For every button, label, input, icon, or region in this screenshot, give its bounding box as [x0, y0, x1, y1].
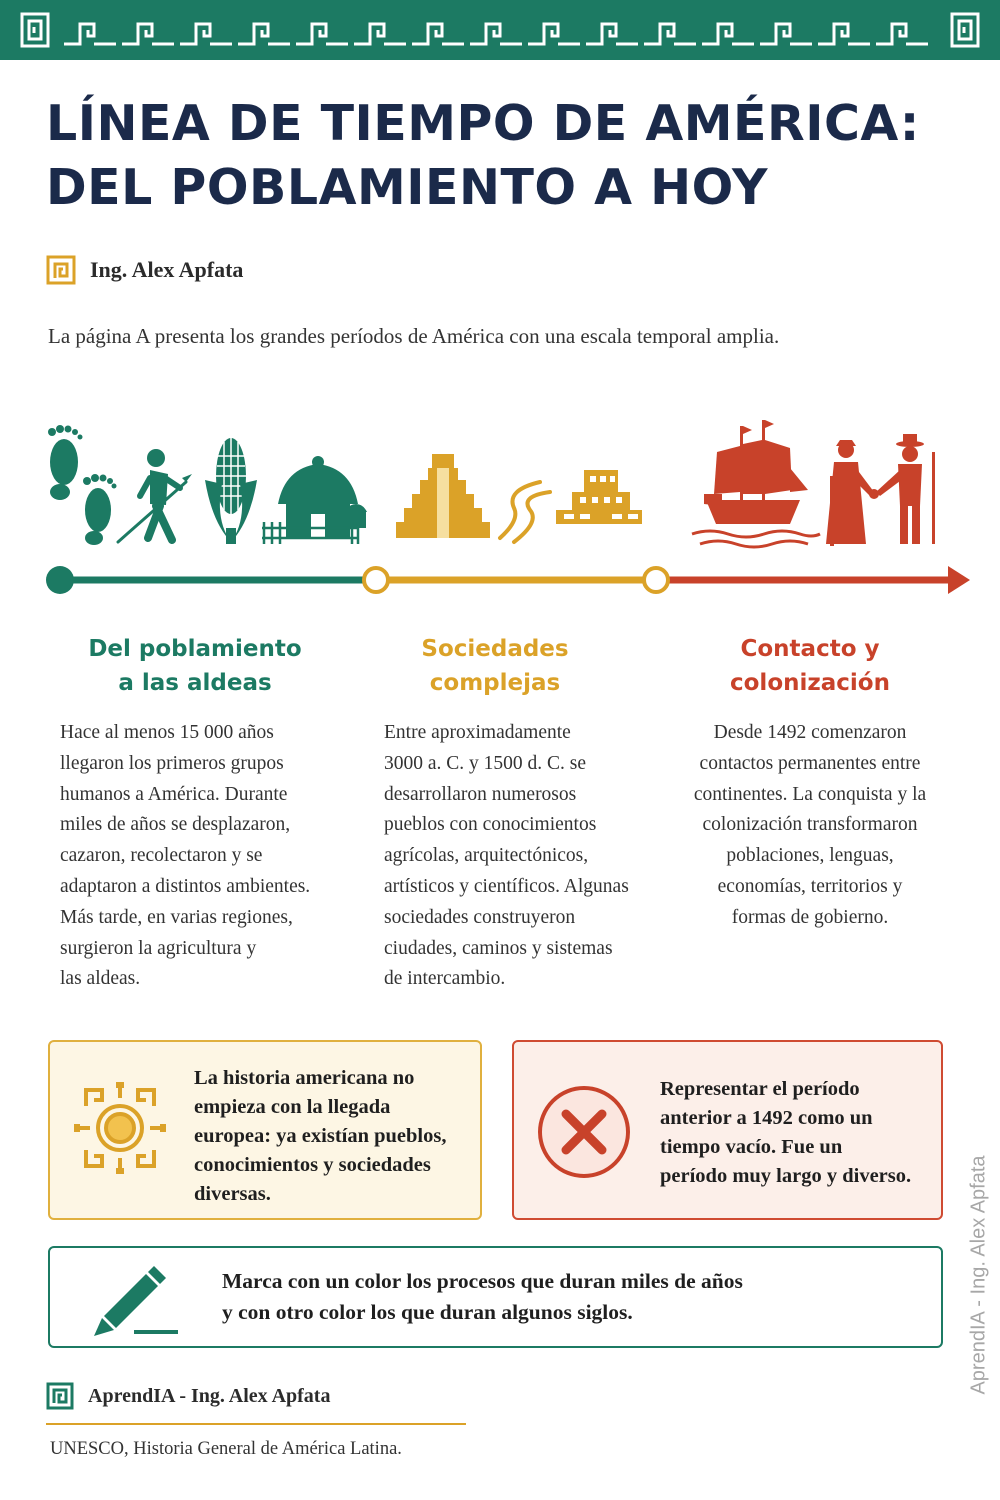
pencil-icon [90, 1264, 180, 1336]
greek-key-motif [586, 24, 616, 44]
page-title [46, 92, 976, 220]
callout-line: diversas. [194, 1183, 271, 1205]
period-title-line-2: a las aldeas [118, 670, 272, 696]
greek-key-motif [760, 24, 790, 44]
author-name: Ing. Alex Apfata [90, 257, 244, 282]
intro-text: La página A presenta los grandes períodos de América con una escala temporal amplia. [48, 324, 780, 348]
footer-brand: AprendIA - Ing. Alex Apfata [88, 1384, 331, 1407]
description-line: continentes. La conquista y la [693, 783, 927, 805]
callout-line: y con otro color los que duran algunos siglos. [222, 1300, 633, 1324]
description-line: Desde 1492 comenzaron [713, 722, 907, 743]
hut-icon [262, 456, 367, 544]
greek-key-motif [64, 24, 94, 44]
description-line: 3000 a. C. y 1500 d. C. se [384, 752, 587, 774]
callout-line: conocimientos y sociedades [194, 1154, 431, 1176]
period-title-line-1: Contacto y [740, 636, 880, 662]
description-line: agrícolas, arquitectónicos, [384, 845, 589, 867]
callout-line: tiempo vacío. Fue un [660, 1136, 843, 1158]
greek-key-border [0, 0, 1000, 60]
greek-key-motif [818, 24, 848, 44]
author-row [46, 254, 243, 286]
top-decorative-band [0, 0, 1000, 60]
period-title [345, 632, 645, 700]
key-idea-text [194, 1064, 479, 1209]
vertical-watermark: AprendIA - Ing. Alex Apfata [967, 1155, 990, 1395]
callout-line: período muy largo y diverso. [660, 1165, 912, 1187]
source-citation: UNESCO, Historia General de América Latina. [50, 1439, 402, 1459]
period-title [660, 632, 960, 700]
description-line: sociedades construyeron [384, 906, 576, 928]
period-column-contacto [660, 632, 960, 934]
greek-key-motif [528, 24, 558, 44]
road-icon [500, 482, 550, 542]
period-title-line-2: complejas [429, 670, 561, 696]
description-line: poblaciones, lenguas, [726, 845, 894, 867]
description-line: humanos a América. Durante [60, 783, 288, 805]
callout-line: europea: ya existían pueblos, [194, 1125, 447, 1147]
activity-callout [48, 1246, 943, 1348]
mistake-text [660, 1075, 935, 1191]
description-line: contactos permanentes entre [699, 752, 921, 774]
description-line: miles de años se desplazaron, [60, 814, 291, 836]
description-line: economías, territorios y [717, 875, 903, 897]
period-icons-row [0, 410, 1000, 560]
sun-glyph-icon [72, 1080, 168, 1176]
period-title [45, 632, 345, 700]
greek-key-motif [122, 24, 152, 44]
description-line: adaptaron a distintos ambientes. [60, 875, 311, 897]
period-column-poblamiento [45, 632, 345, 995]
x-circle-icon [536, 1084, 632, 1180]
callout-line: anterior a 1492 como un [660, 1107, 873, 1129]
callout-line: Representar el período [660, 1078, 860, 1100]
greek-key-motif [702, 24, 732, 44]
callout-line: empieza con la llegada [194, 1096, 391, 1118]
description-line: llegaron los primeros grupos [60, 752, 284, 774]
greek-key-motif [412, 24, 442, 44]
greek-key-motif [238, 24, 268, 44]
spiral-square-icon [46, 255, 76, 285]
description-line: Hace al menos 15 000 años [60, 722, 274, 743]
timeline-marker-2 [364, 568, 388, 592]
greek-key-motif [180, 24, 210, 44]
handshake-figures-icon [826, 434, 935, 546]
stepped-building-icon [556, 470, 642, 524]
description-line: surgieron la agricultura y [60, 937, 257, 959]
period-title-line-1: Sociedades [421, 636, 569, 662]
description-line: de intercambio. [384, 968, 506, 990]
common-mistake-callout [512, 1040, 943, 1220]
maize-icon [205, 438, 257, 544]
description-line: formas de gobierno. [731, 906, 889, 928]
timeline-marker-3 [644, 568, 668, 592]
greek-key-motif [470, 24, 500, 44]
period-description [45, 718, 345, 995]
description-line: ciudades, caminos y sistemas [384, 937, 613, 959]
timeline-arrowhead [948, 566, 970, 594]
description-line: pueblos con conocimientos [384, 814, 597, 836]
galleon-ship-icon [692, 420, 820, 547]
footprints-icon [48, 425, 117, 545]
pyramid-icon [396, 454, 490, 538]
timeline-bar [0, 560, 1000, 600]
period-description [660, 718, 960, 934]
callout-line: La historia americana no [194, 1067, 415, 1089]
timeline-start-dot [46, 566, 74, 594]
period-column-sociedades [345, 632, 645, 995]
description-line: las aldeas. [60, 968, 141, 990]
description-line: Más tarde, en varias regiones, [60, 906, 293, 928]
greek-key-motif [296, 24, 326, 44]
key-idea-callout [48, 1040, 482, 1220]
description-line: desarrollaron numerosos [384, 783, 577, 805]
greek-key-motif [644, 24, 674, 44]
callout-line: Marca con un color los procesos que duran miles de años [222, 1269, 743, 1293]
title-line-1: LÍNEA DE TIEMPO DE AMÉRICA: [46, 95, 920, 152]
spiral-square-icon [46, 1382, 74, 1410]
footer-divider [46, 1423, 466, 1425]
period-title-line-2: colonización [730, 670, 890, 696]
activity-text [222, 1266, 922, 1328]
description-line: artísticos y científicos. Algunas [384, 875, 629, 897]
period-title-line-1: Del poblamiento [88, 636, 302, 662]
description-line: colonización transformaron [702, 814, 918, 836]
title-line-2: DEL POBLAMIENTO A HOY [46, 159, 768, 216]
period-description [345, 718, 645, 995]
footer-brand-row [46, 1382, 330, 1410]
greek-key-motif [354, 24, 384, 44]
description-line: cazaron, recolectaron y se [60, 845, 263, 867]
greek-key-motif [876, 24, 906, 44]
description-line: Entre aproximadamente [384, 722, 571, 743]
hunter-with-spear-icon [118, 449, 192, 542]
